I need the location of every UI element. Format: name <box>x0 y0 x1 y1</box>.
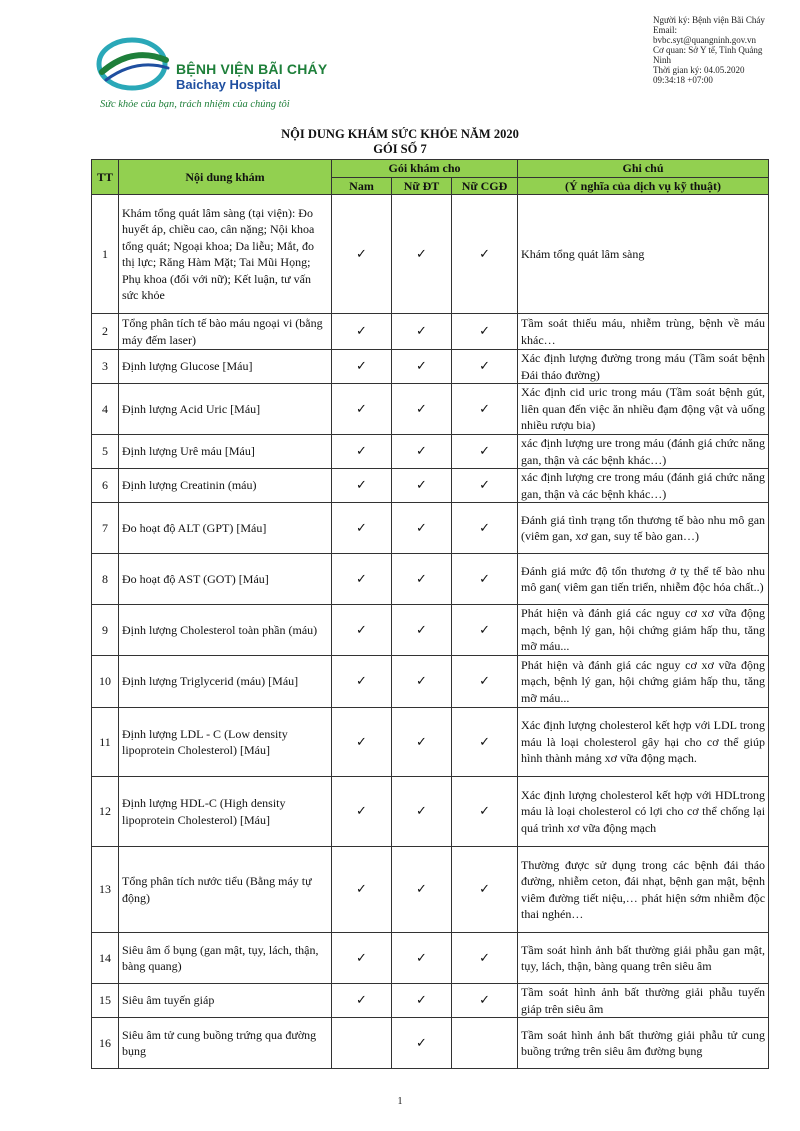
header-nu-dt: Nữ ĐT <box>392 177 452 195</box>
hospital-logo <box>96 36 328 116</box>
row-check-nu-cgd: ✓ <box>452 777 518 847</box>
row-exam-content: Định lượng Cholesterol toàn phần (máu) <box>119 605 332 656</box>
row-check-nu-dt: ✓ <box>392 605 452 656</box>
row-check-nu-cgd: ✓ <box>452 984 518 1018</box>
row-check-nam: ✓ <box>332 933 392 984</box>
table-row <box>92 847 769 933</box>
row-check-nu-dt: ✓ <box>392 933 452 984</box>
logo-hospital-name: BỆNH VIỆN BÃI CHÁY <box>176 61 328 77</box>
row-exam-content: Định lượng LDL - C (Low density lipoprotein Cholesterol) [Máu] <box>119 708 332 777</box>
row-check-nu-cgd: ✓ <box>452 195 518 314</box>
row-number: 3 <box>92 350 119 384</box>
row-check-nu-dt: ✓ <box>392 314 452 350</box>
row-check-nu-cgd: ✓ <box>452 314 518 350</box>
row-check-nu-dt: ✓ <box>392 384 452 435</box>
row-check-nu-dt: ✓ <box>392 656 452 708</box>
header-note-subtitle: (Ý nghĩa của dịch vụ kỹ thuật) <box>518 177 769 195</box>
header-content: Nội dung khám <box>119 160 332 195</box>
row-check-nu-cgd: ✓ <box>452 554 518 605</box>
row-note: Thường được sử dụng trong các bệnh đái tháo đường, nhiễm ceton, đái nhạt, bệnh gan mật, bệnh viêm đường tiết niệu,… phát hiện sớm nhiễm độc thai nghén… <box>518 847 769 933</box>
row-note: Xác định lượng đường trong máu (Tầm soát bệnh Đái tháo đường) <box>518 350 769 384</box>
table-row <box>92 1018 769 1069</box>
row-number: 12 <box>92 777 119 847</box>
row-exam-content: Tổng phân tích nước tiểu (Bằng máy tự động) <box>119 847 332 933</box>
header-package-group: Gói khám cho <box>332 160 518 178</box>
row-note: Xác định lượng cholesterol kết hợp với HDLtrong máu là loại cholesterol có lợi cho cơ thể chống lại quá trình xơ vữa động mạch <box>518 777 769 847</box>
row-note: Tầm soát hình ảnh bất thường giải phẫu gan mật, tụy, lách, thận, bàng quang trên siêu âm <box>518 933 769 984</box>
row-check-nam: ✓ <box>332 847 392 933</box>
row-check-nu-dt: ✓ <box>392 503 452 554</box>
row-check-nam: ✓ <box>332 350 392 384</box>
row-check-nu-dt: ✓ <box>392 708 452 777</box>
signature-line: 09:34:18 +07:00 <box>653 75 713 85</box>
signature-line: bvbc.syt@quangninh.gov.vn <box>653 35 756 45</box>
row-note: Đánh giá tình trạng tổn thương tế bào nhu mô gan (viêm gan, xơ gan, suy tế bào gan…) <box>518 503 769 554</box>
row-check-nam: ✓ <box>332 777 392 847</box>
row-number: 5 <box>92 435 119 469</box>
logo-slogan: Sức khỏe của bạn, trách nhiệm của chúng tôi <box>100 99 290 110</box>
row-check-nu-cgd: ✓ <box>452 503 518 554</box>
row-check-nu-cgd <box>452 1018 518 1069</box>
row-number: 8 <box>92 554 119 605</box>
row-check-nu-dt: ✓ <box>392 554 452 605</box>
signature-line: Người ký: Bệnh viện Bãi Cháy <box>653 15 765 25</box>
row-exam-content: Định lượng Triglycerid (máu) [Máu] <box>119 656 332 708</box>
row-check-nu-cgd: ✓ <box>452 435 518 469</box>
row-number: 16 <box>92 1018 119 1069</box>
row-check-nu-dt: ✓ <box>392 777 452 847</box>
row-check-nu-dt: ✓ <box>392 469 452 503</box>
row-number: 9 <box>92 605 119 656</box>
row-exam-content: Tổng phân tích tế bào máu ngoại vi (bằng máy đếm laser) <box>119 314 332 350</box>
table-row <box>92 605 769 656</box>
row-note: Xác định lượng cholesterol kết hợp với LDL trong máu là loại cholesterol gây hại cho cơ thể giúp hình thành mảng xơ vữa động mạch. <box>518 708 769 777</box>
row-note: Tầm soát thiếu máu, nhiễm trùng, bệnh về máu khác… <box>518 314 769 350</box>
row-check-nu-cgd: ✓ <box>452 708 518 777</box>
digital-signature-block <box>653 15 783 85</box>
table-row <box>92 984 769 1018</box>
row-exam-content: Siêu âm tử cung buồng trứng qua đường bụng <box>119 1018 332 1069</box>
table-row <box>92 350 769 384</box>
table-row <box>92 314 769 350</box>
row-check-nam: ✓ <box>332 605 392 656</box>
row-check-nu-cgd: ✓ <box>452 384 518 435</box>
row-note: Phát hiện và đánh giá các nguy cơ xơ vữa động mạch, bệnh lý gan, hội chứng giảm hấp thu, tăng mỡ máu... <box>518 605 769 656</box>
row-note: Xác định cid uric trong máu (Tầm soát bệnh gút, liên quan đến việc ăn nhiều đạm động vật và uống nhiều rượu bia) <box>518 384 769 435</box>
row-check-nu-dt: ✓ <box>392 435 452 469</box>
row-check-nam: ✓ <box>332 656 392 708</box>
header-tt: TT <box>92 160 119 195</box>
row-note: Khám tổng quát lâm sàng <box>518 195 769 314</box>
table-row <box>92 554 769 605</box>
logo-hospital-subname: Baichay Hospital <box>176 77 281 92</box>
signature-line: Ninh <box>653 55 671 65</box>
row-check-nu-dt: ✓ <box>392 195 452 314</box>
row-number: 2 <box>92 314 119 350</box>
header-nam: Nam <box>332 177 392 195</box>
exam-package-table <box>91 159 769 1069</box>
row-number: 7 <box>92 503 119 554</box>
page-number: 1 <box>397 1096 403 1107</box>
row-number: 4 <box>92 384 119 435</box>
table-row <box>92 777 769 847</box>
row-check-nu-cgd: ✓ <box>452 847 518 933</box>
table-row <box>92 195 769 314</box>
row-exam-content: Siêu âm tuyến giáp <box>119 984 332 1018</box>
header-note-title: Ghi chú <box>518 160 769 178</box>
row-check-nu-dt: ✓ <box>392 847 452 933</box>
table-row <box>92 708 769 777</box>
row-note: xác định lượng ure trong máu (đánh giá chức năng gan, thận và các bệnh khác…) <box>518 435 769 469</box>
row-number: 10 <box>92 656 119 708</box>
table-row <box>92 384 769 435</box>
row-check-nam <box>332 1018 392 1069</box>
row-note: Tầm soát hình ảnh bất thường giải phẫu tử cung buồng trứng trên siêu âm đường bụng <box>518 1018 769 1069</box>
row-check-nam: ✓ <box>332 984 392 1018</box>
row-exam-content: Định lượng HDL-C (High density lipoprotein Cholesterol) [Máu] <box>119 777 332 847</box>
table-row <box>92 656 769 708</box>
row-exam-content: Đo hoạt độ ALT (GPT) [Máu] <box>119 503 332 554</box>
row-check-nam: ✓ <box>332 195 392 314</box>
row-note: Tầm soát hình ảnh bất thường giải phẫu tuyến giáp trên siêu âm <box>518 984 769 1018</box>
row-check-nu-cgd: ✓ <box>452 933 518 984</box>
row-exam-content: Đo hoạt độ AST (GOT) [Máu] <box>119 554 332 605</box>
row-number: 11 <box>92 708 119 777</box>
table-row <box>92 933 769 984</box>
row-check-nam: ✓ <box>332 314 392 350</box>
row-exam-content: Siêu âm ổ bụng (gan mật, tụy, lách, thận, bàng quang) <box>119 933 332 984</box>
row-check-nu-cgd: ✓ <box>452 469 518 503</box>
row-check-nu-dt: ✓ <box>392 1018 452 1069</box>
row-number: 15 <box>92 984 119 1018</box>
hospital-logo-icon <box>96 36 176 94</box>
table-row <box>92 435 769 469</box>
row-exam-content: Khám tổng quát lâm sàng (tại viện): Đo huyết áp, chiều cao, cân nặng; Nội khoa tổng quát; Ngoại khoa; Da liễu; Mắt, đo thị lực; Răng Hàm Mặt; Tai Mũi Họng; Phụ khoa (đối với nữ); Kết luận, tư vấn sức khỏe <box>119 195 332 314</box>
row-check-nu-cgd: ✓ <box>452 656 518 708</box>
row-note: xác định lượng cre trong máu (đánh giá chức năng gan, thận và các bệnh khác…) <box>518 469 769 503</box>
row-number: 13 <box>92 847 119 933</box>
row-note: Đánh giá mức độ tổn thương ở tỵ thể tế bào nhu mô gan( viêm gan tiến triển, nhiễm độc hóa chất..) <box>518 554 769 605</box>
exam-table-body <box>92 195 769 1069</box>
row-check-nu-cgd: ✓ <box>452 605 518 656</box>
table-row <box>92 469 769 503</box>
row-check-nu-cgd: ✓ <box>452 350 518 384</box>
row-check-nam: ✓ <box>332 708 392 777</box>
header-nu-cgd: Nữ CGĐ <box>452 177 518 195</box>
row-check-nam: ✓ <box>332 469 392 503</box>
signature-line: Thời gian ký: 04.05.2020 <box>653 65 745 75</box>
row-exam-content: Định lượng Creatinin (máu) <box>119 469 332 503</box>
row-note: Phát hiện và đánh giá các nguy cơ xơ vữa động mạch, bệnh lý gan, hội chứng giảm hấp thu, tăng mỡ máu... <box>518 656 769 708</box>
document-title: NỘI DUNG KHÁM SỨC KHỎE NĂM 2020 <box>281 127 519 141</box>
row-exam-content: Định lượng Urê máu [Máu] <box>119 435 332 469</box>
document-subtitle: GÓI SỐ 7 <box>373 142 427 156</box>
row-number: 1 <box>92 195 119 314</box>
row-check-nu-dt: ✓ <box>392 350 452 384</box>
row-check-nam: ✓ <box>332 503 392 554</box>
row-check-nam: ✓ <box>332 554 392 605</box>
signature-line: Cơ quan: Sở Y tế, Tỉnh Quảng <box>653 45 763 55</box>
signature-line: Email: <box>653 25 677 35</box>
row-number: 6 <box>92 469 119 503</box>
row-exam-content: Định lượng Glucose [Máu] <box>119 350 332 384</box>
row-number: 14 <box>92 933 119 984</box>
row-check-nu-dt: ✓ <box>392 984 452 1018</box>
row-check-nam: ✓ <box>332 435 392 469</box>
row-check-nam: ✓ <box>332 384 392 435</box>
row-exam-content: Định lượng Acid Uric [Máu] <box>119 384 332 435</box>
table-row <box>92 503 769 554</box>
